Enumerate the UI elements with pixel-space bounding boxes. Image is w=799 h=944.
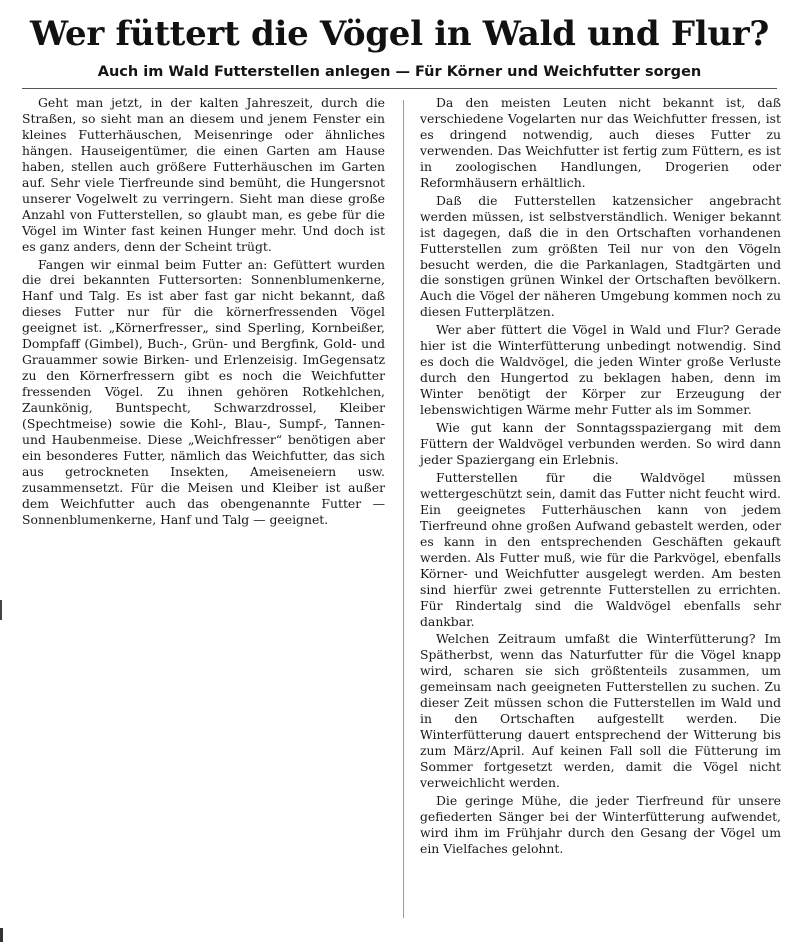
header-rule — [22, 88, 777, 89]
paragraph: Daß die Futterstellen katzensicher angebracht werden müssen, ist selbstverständlich. Weniger bekannt ist dagegen, daß die in den Ortschaften vorhandenen Futterstellen zum größten Teil nur von den Vögeln besucht werden, die die Parkanlagen, Stadtgärten und die sonstigen grünen Winkel der Ortschaften bevölkern. Auch die Vögel der näheren Umgebung kommen noch zu diesen Futterplätzen. — [420, 192, 781, 320]
scan-edge-mark — [0, 600, 2, 620]
paragraph: Wie gut kann der Sonntagsspaziergang mit dem Füttern der Waldvögel verbunden werden. So wird dann jeder Spaziergang ein Erlebnis. — [420, 420, 781, 467]
headline: Wer füttert die Vögel in Wald und Flur? — [29, 14, 770, 54]
paragraph: Welchen Zeitraum umfaßt die Winterfütterung? Im Spätherbst, wenn das Naturfutter für die Vögel knapp wird, scharen sie sich größtenteils zusammen, um gemeinsam nach geeigneten Futterstellen zu suchen. Zu dieser Zeit müssen schon die Futterstellen im Wald und in den Ortschaften aufgestellt werden. Die Winterfütterung dauert entsprechend der Witterung bis zum März/April. Auf keinen Fall soll die Fütterung im Sommer fortgesetzt werden, damit die Vögel nicht verweichlicht werden. — [420, 631, 781, 791]
paragraph: Da den meisten Leuten nicht bekannt ist, daß verschiedene Vogelarten nur das Weichfutter fressen, ist es dringend notwendig, auch dieses Futter zu verwenden. Das Weichfutter ist fertig zum Füttern, es ist in zoologischen Handlungen, Drogerien oder Reformhäusern erhältlich. — [420, 95, 781, 190]
scan-edge-mark — [0, 928, 3, 942]
left-column — [22, 95, 385, 530]
subheadline: Auch im Wald Futterstellen anlegen — Für Körner und Weichfutter sorgen — [97, 64, 702, 80]
paragraph: Futterstellen für die Waldvögel müssen wettergeschützt sein, damit das Futter nicht feucht wird. Ein geeignetes Futterhäuschen kann von jedem Tierfreund ohne großen Aufwand gebastelt werden, oder es kann in den entsprechenden Geschäften gekauft werden. Als Futter muß, wie für die Parkvögel, ebenfalls Körner- und Weichfutter ausgelegt werden. Am besten sind hierfür zwei getrennte Futterstellen zu errichten. Für Rindertalg sind die Waldvögel ebenfalls sehr dankbar. — [420, 469, 781, 629]
paragraph: Wer aber füttert die Vögel in Wald und Flur? Gerade hier ist die Winterfütterung unbedingt notwendig. Sind es doch die Waldvögel, die jeden Winter große Verluste durch den Hungertod zu beklagen haben, denn im Winter benötigt der Körper zur Erzeugung der lebenswichtigen Wärme mehr Futter als im Sommer. — [420, 322, 781, 418]
right-column — [420, 95, 781, 859]
paragraph: Fangen wir einmal beim Futter an: Gefüttert wurden die drei bekannten Futtersorten: Sonnenblumenkerne, Hanf und Talg. Es ist aber fast gar nicht bekannt, daß dieses Futter nur für die körnerfressenden Vögel geeignet ist. „Körnerfresser„ sind Sperling, Kornbeißer, Dompfaff (Gimbel), Buch-, Grün- und Bergfink, Gold- und Grauammer sowie Birken- und Erlenzeisig. ImGegensatz zu den Körnerfressern gibt es noch die Weichfutter fressenden Vögel. Zu ihnen gehören Rotkehlchen, Zaunkönig, Buntspecht, Schwarzdrossel, Kleiber (Spechtmeise) sowie die Kohl-, Blau-, Sumpf-, Tannen- und Haubenmeise. Diese „Weichfresser“ benötigen aber ein besonderes Futter, nämlich das Weichfutter, das sich aus getrockneten Insekten, Ameiseneiern usw. zusammensetzt. Für die Meisen und Kleiber ist außer dem Weichfutter auch das obengenannte Futter — Sonnenblumenkerne, Hanf und Talg — geeignet. — [22, 256, 385, 527]
paragraph: Die geringe Mühe, die jeder Tierfreund für unsere gefiederten Sänger bei der Winterfütterung aufwendet, wird ihm im Frühjahr durch den Gesang der Vögel um ein Vielfaches gelohnt. — [420, 792, 781, 856]
paragraph: Geht man jetzt, in der kalten Jahreszeit, durch die Straßen, so sieht man an diesem und jenem Fenster ein kleines Futterhäuschen, Meisenringe oder ähnliches hängen. Hauseigentümer, die einen Garten am Hause haben, stellen auch größere Futterhäuschen im Garten auf. Sehr viele Tierfreunde sind bemüht, die Hungersnot unserer Vogelwelt zu verringern. Sieht man diese große Anzahl von Futterstellen, so glaubt man, es gebe für die Vögel im Winter fast keinen Hunger mehr. Und doch ist es ganz anders, denn der Scheint trügt. — [22, 95, 385, 254]
column-divider — [403, 100, 404, 918]
